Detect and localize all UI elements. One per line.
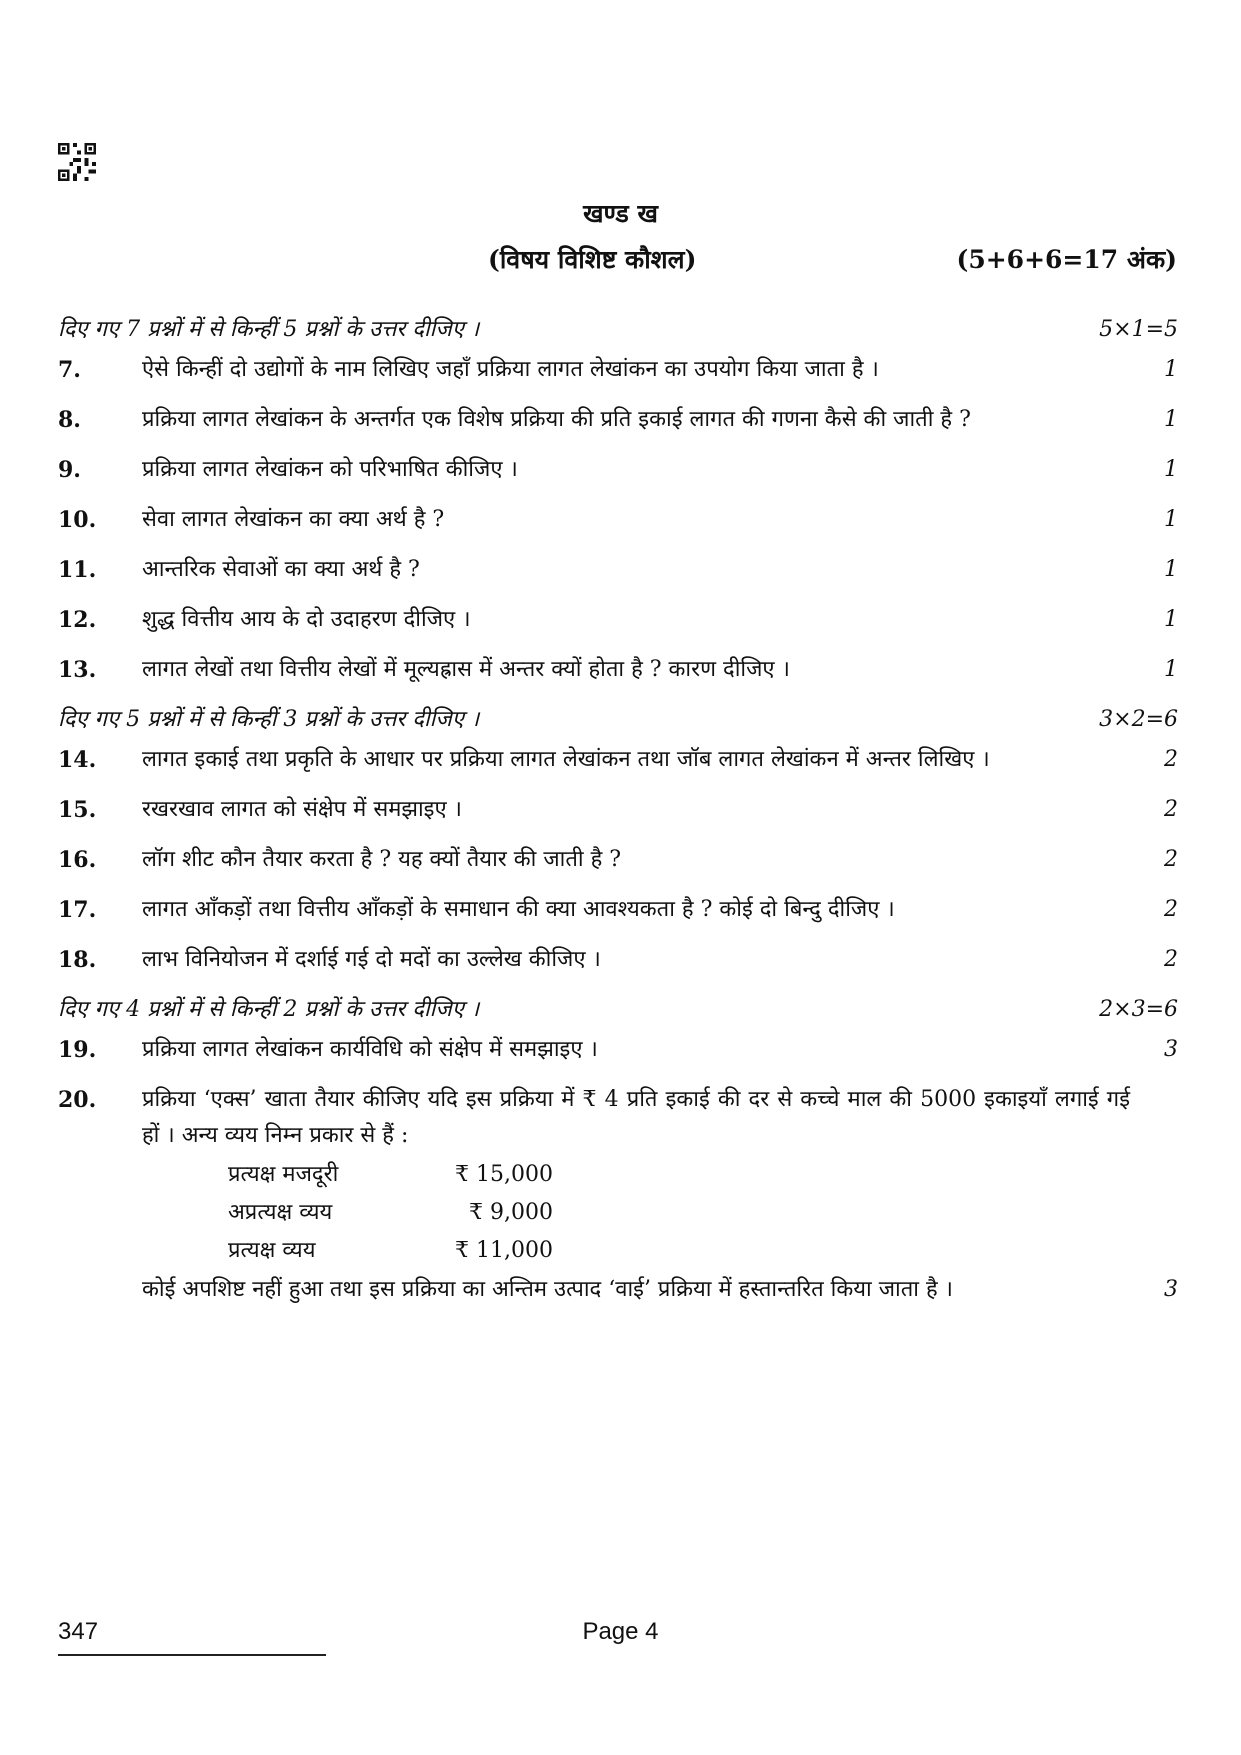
- question-15: [58, 792, 1178, 828]
- question-11: [58, 552, 1178, 588]
- question-marks: 1: [1164, 357, 1178, 382]
- qr-code: [57, 143, 97, 181]
- instruction-text: दिए गए 7 प्रश्नों में से किन्हीं 5 प्रश्नों के उत्तर दीजिए ।: [58, 317, 480, 342]
- expense-value: ₹ 9,000: [469, 1200, 553, 1225]
- instruction-text: दिए गए 5 प्रश्नों में से किन्हीं 3 प्रश्नों के उत्तर दीजिए ।: [58, 707, 480, 732]
- question-7: [58, 352, 1178, 388]
- expense-value: ₹ 11,000: [455, 1238, 553, 1263]
- question-text: लागत आँकड़ों तथा वित्तीय आँकड़ों के समाधान की क्या आवश्यकता है ? कोई दो बिन्दु दीजिए ।: [142, 897, 895, 922]
- paper-code: 347: [58, 1618, 99, 1645]
- question-17: [58, 892, 1178, 928]
- question-text: ऐसे किन्हीं दो उद्योगों के नाम लिखिए जहाँ प्रक्रिया लागत लेखांकन का उपयोग किया जाता है ।: [142, 357, 879, 382]
- instruction-marks: 2×3=6: [1099, 997, 1178, 1022]
- question-text: आन्तरिक सेवाओं का क्या अर्थ है ?: [142, 557, 420, 582]
- question-text: शुद्ध वित्तीय आय के दो उदाहरण दीजिए ।: [142, 607, 471, 632]
- question-number: 17.: [58, 897, 97, 923]
- question-text: प्रक्रिया लागत लेखांकन कार्यविधि को संक्षेप में समझाइए ।: [142, 1037, 598, 1062]
- question-text: प्रक्रिया लागत लेखांकन को परिभाषित कीजिए ।: [142, 457, 518, 482]
- question-16: [58, 842, 1178, 878]
- question-18: [58, 942, 1178, 978]
- question-number: 20.: [58, 1087, 97, 1113]
- question-13: [58, 652, 1178, 688]
- section-subtitle: (विषय विशिष्ट कौशल): [488, 245, 697, 274]
- question-text: लाभ विनियोजन में दर्शाई गई दो मदों का उल्लेख कीजिए ।: [142, 947, 601, 972]
- question-14: [58, 742, 1178, 778]
- question-text: प्रक्रिया लागत लेखांकन के अन्तर्गत एक विशेष प्रक्रिया की प्रति इकाई लागत की गणना कैसे की जाती है ?: [142, 407, 971, 432]
- question-marks: 1: [1164, 507, 1178, 532]
- question-marks: 1: [1164, 407, 1178, 432]
- expense-value: ₹ 15,000: [455, 1162, 553, 1187]
- question-marks: 2: [1164, 897, 1178, 922]
- question-outro-text: कोई अपशिष्ट नहीं हुआ तथा इस प्रक्रिया का अन्तिम उत्पाद ‘वाई’ प्रक्रिया में हस्तान्तरित किया जाता है ।: [142, 1277, 953, 1302]
- question-number: 10.: [58, 507, 97, 533]
- question-number: 12.: [58, 607, 97, 633]
- question-number: 16.: [58, 847, 97, 873]
- expense-label: अप्रत्यक्ष व्यय: [228, 1200, 333, 1225]
- question-number: 13.: [58, 657, 97, 683]
- question-19: [58, 1032, 1178, 1068]
- question-10: [58, 502, 1178, 538]
- expense-item: [228, 1156, 1130, 1194]
- question-12: [58, 602, 1178, 638]
- section-title: खण्ड ख: [583, 199, 658, 228]
- instruction-text: दिए गए 4 प्रश्नों में से किन्हीं 2 प्रश्नों के उत्तर दीजिए ।: [58, 997, 480, 1022]
- question-text: रखरखाव लागत को संक्षेप में समझाइए ।: [142, 797, 462, 822]
- question-intro-text: प्रक्रिया ‘एक्स’ खाता तैयार कीजिए यदि इस प्रक्रिया में ₹ 4 प्रति इकाई की दर से कच्चे माल की 5000 इकाइयाँ लगाई गई हों । अन्य व्यय निम्न प्रकार से हैं :: [142, 1087, 1130, 1148]
- expense-label: प्रत्यक्ष मजदूरी: [228, 1162, 339, 1187]
- group-instruction: [58, 702, 1178, 742]
- question-text: लागत लेखों तथा वित्तीय लेखों में मूल्यह्रास में अन्तर क्यों होता है ? कारण दीजिए ।: [142, 657, 790, 682]
- question-group-1: [58, 312, 1178, 688]
- question-20: [58, 1082, 1178, 1308]
- question-group-2: [58, 702, 1178, 978]
- question-number: 11.: [58, 557, 97, 583]
- question-text: लागत इकाई तथा प्रकृति के आधार पर प्रक्रिया लागत लेखांकन तथा जॉब लागत लेखांकन में अन्तर लिखिए ।: [142, 747, 990, 772]
- question-number: 18.: [58, 947, 97, 973]
- group-instruction: [58, 992, 1178, 1032]
- question-marks: 2: [1164, 797, 1178, 822]
- footer-divider: [58, 1654, 326, 1656]
- question-text: सेवा लागत लेखांकन का क्या अर्थ है ?: [142, 507, 445, 532]
- question-number: 9.: [58, 457, 81, 483]
- question-text: लॉग शीट कौन तैयार करता है ? यह क्यों तैयार की जाती है ?: [142, 847, 622, 872]
- question-number: 7.: [58, 357, 81, 383]
- question-marks: 2: [1164, 747, 1178, 772]
- instruction-marks: 5×1=5: [1099, 317, 1178, 342]
- question-content: [58, 312, 1178, 1322]
- question-number: 8.: [58, 407, 81, 433]
- instruction-marks: 3×2=6: [1099, 707, 1178, 732]
- expense-item: [228, 1232, 1130, 1270]
- question-number: 15.: [58, 797, 97, 823]
- question-marks: 2: [1164, 947, 1178, 972]
- question-marks: 1: [1164, 457, 1178, 482]
- section-marks: (5+6+6=17 अंक): [956, 245, 1177, 274]
- expense-list: [228, 1156, 1130, 1270]
- expense-item: [228, 1194, 1130, 1232]
- group-instruction: [58, 312, 1178, 352]
- question-9: [58, 452, 1178, 488]
- question-number: 19.: [58, 1037, 97, 1063]
- question-marks: 1: [1164, 607, 1178, 632]
- question-marks: 2: [1164, 847, 1178, 872]
- question-group-3: [58, 992, 1178, 1308]
- question-marks: 3: [1164, 1037, 1178, 1062]
- question-marks: 3: [1164, 1277, 1178, 1302]
- expense-label: प्रत्यक्ष व्यय: [228, 1238, 316, 1263]
- question-8: [58, 402, 1178, 438]
- question-number: 14.: [58, 747, 97, 773]
- question-marks: 1: [1164, 557, 1178, 582]
- question-marks: 1: [1164, 657, 1178, 682]
- page-number: Page 4: [582, 1618, 659, 1645]
